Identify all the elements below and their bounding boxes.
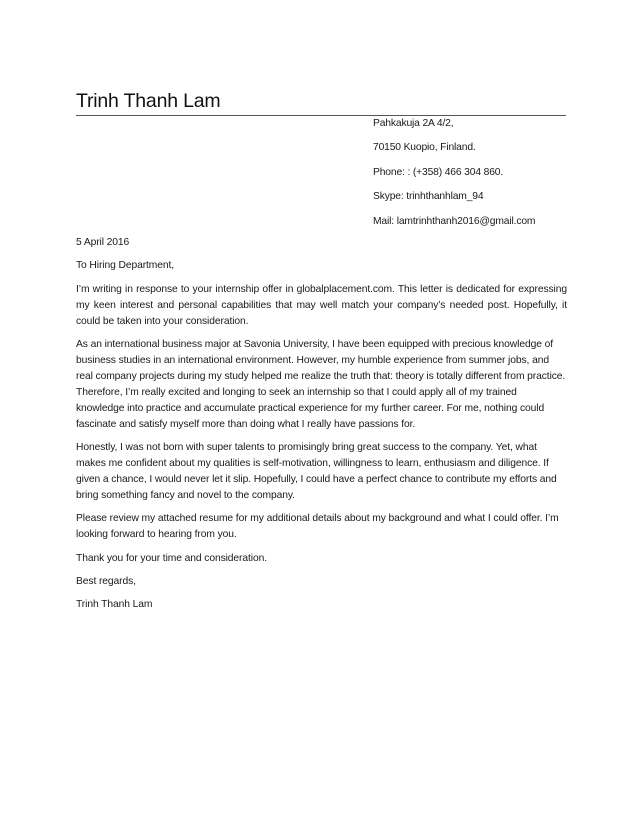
paragraph-background: As an international business major at Savonia University, I have been equipped with precious knowledge of business studies in an international environment. However, my humble experience from summer jobs, and real company projects during my study helped me realize the truth that: theory is totally different from practice. Therefore, I’m really excited and longing to seek an internship so that I could apply all of my trained knowledge into practice and accumulate practical experience for my further career. For me, nothing could fascinate and satisfy myself more than doing what I really have passions for. — [76, 338, 566, 430]
paragraph-qualities: Honestly, I was not born with super talents to promisingly bring great success to the company. Yet, what makes me confident about my qualities is self-motivation, willingness to learn, enthusiasm and diligence. If given a chance, I would never let it slip. Hopefully, I could have a perfect chance to contribute my efforts and bring something fancy and novel to the company. — [76, 442, 557, 502]
letter-signature: Trinh Thanh Lam — [76, 599, 153, 611]
address-phone: Phone: : (+358) 466 304 860. — [373, 166, 504, 178]
sender-address-block — [373, 117, 573, 239]
letter-date: 5 April 2016 — [76, 237, 130, 248]
address-skype: Skype: trinhthanhlam_94 — [373, 191, 484, 203]
paragraph-resume: Please review my attached resume for my additional details about my background and what I could offer. I’m looking forward to hearing from you. — [76, 513, 559, 541]
address-mail: Mail: lamtrinhthanh2016@gmail.com — [373, 215, 536, 227]
letter-thanks: Thank you for your time and consideration. — [76, 552, 267, 564]
address-city: 70150 Kuopio, Finland. — [373, 142, 476, 154]
paragraph-intro: I’m writing in response to your internship offer in globalplacement.com. This letter is dedicated for expressing my keen interest and personal capabilities that may well match your company’s needed post. Hopefully, it could be taken into your consideration. — [76, 283, 567, 327]
letter-closing: Best regards, — [76, 576, 136, 588]
address-street: Pahkakuja 2A 4/2, — [373, 118, 454, 129]
letter-body — [76, 235, 567, 621]
sender-name-heading: Trinh Thanh Lam — [76, 90, 221, 112]
header-divider — [76, 115, 566, 116]
letter-salutation: To Hiring Department, — [76, 260, 175, 272]
